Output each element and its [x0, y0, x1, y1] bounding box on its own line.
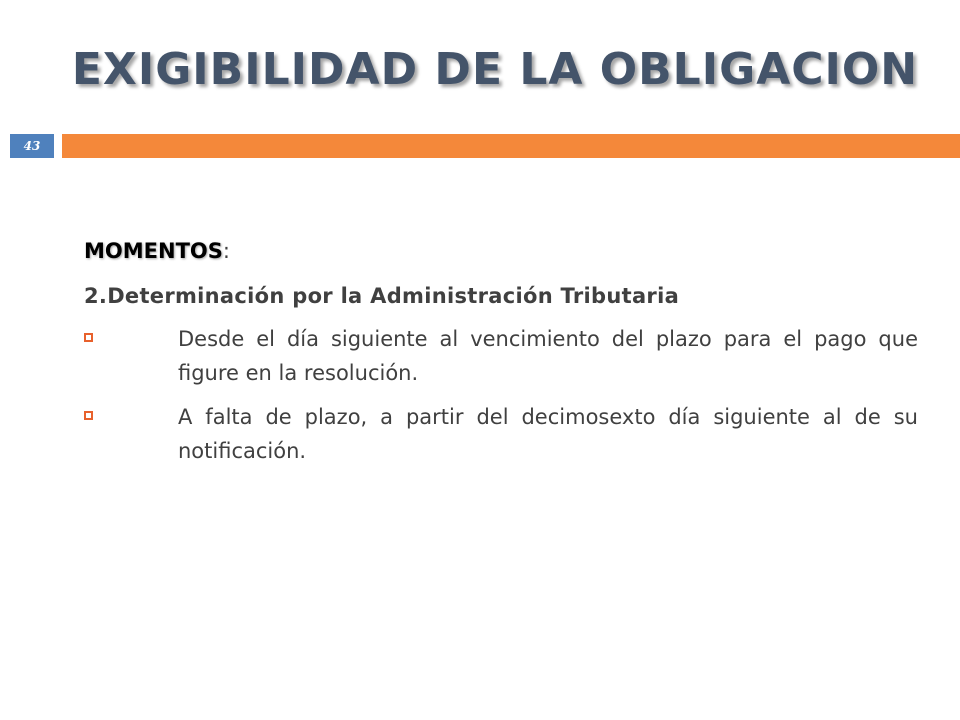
bullet-item: [84, 322, 918, 390]
hollow-square-bullet-icon: [84, 333, 93, 342]
hollow-square-bullet-icon: [84, 411, 93, 420]
heading-colon: :: [222, 239, 230, 263]
bullet-item: [84, 400, 918, 468]
section-heading: [84, 236, 918, 266]
subheading: 2.Determinación por la Administración Tributaria: [84, 284, 680, 308]
accent-bar: [62, 134, 960, 158]
page-number: 43: [10, 134, 54, 158]
slide-title: EXIGIBILIDAD DE LA OBLIGACION: [71, 44, 919, 95]
bullet-list: [84, 322, 918, 468]
bullet-text: A falta de plazo, a partir del decimosexto día siguiente al de su notificación.: [178, 405, 918, 463]
heading-word: MOMENTOS: [84, 239, 223, 263]
bullet-text: Desde el día siguiente al vencimiento del plazo para el pago que figure en la resolución.: [178, 327, 918, 385]
slide-content: [84, 236, 918, 478]
